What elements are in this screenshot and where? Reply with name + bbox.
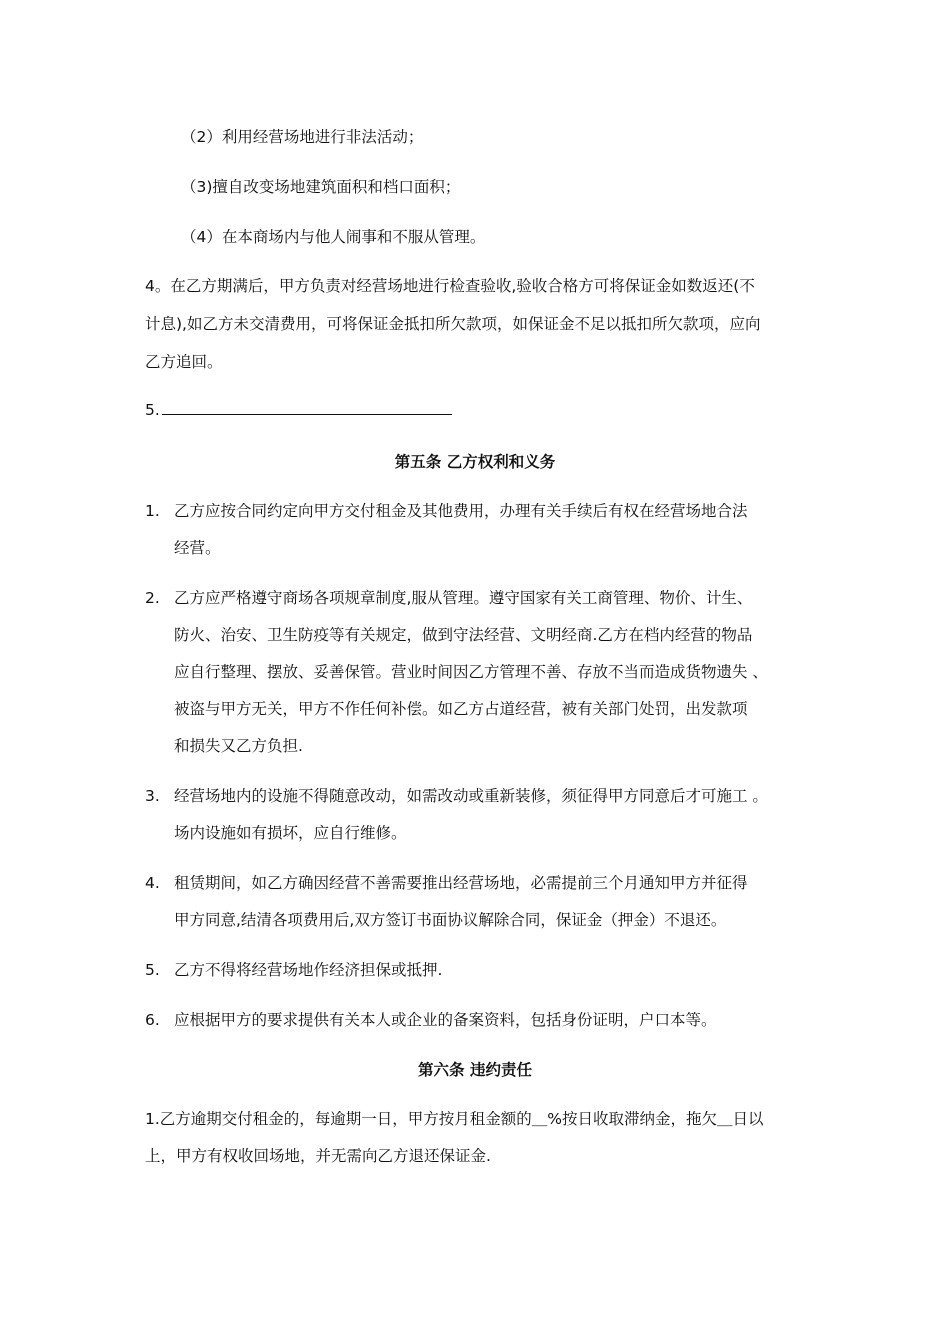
clause4-line-1: 4。在乙方期满后，甲方负责对经营场地进行检查验收,验收合格方可将保证金如数返还(不 xyxy=(145,277,755,295)
section5-item2-line-2: 防火、治安、卫生防疫等有关规定，做到守法经营、文明经商.乙方在档内经营的物品 xyxy=(174,626,753,644)
section5-item3-line-2: 场内设施如有损坏，应自行维修。 xyxy=(174,824,407,842)
section5-item6-number: 6. xyxy=(145,1011,160,1029)
section5-item2-line-5: 和损失又乙方负担. xyxy=(174,737,303,755)
sub-item-3: （3)擅自改变场地建筑面积和档口面积； xyxy=(181,178,461,196)
section5-item4-line-2: 甲方同意,结清各项费用后,双方签订书面协议解除合同，保证金（押金）不退还。 xyxy=(174,911,727,929)
clause5-label: 5. xyxy=(145,401,160,419)
section6-line-2: 上，甲方有权收回场地，并无需向乙方退还保证金. xyxy=(145,1147,491,1165)
clause5-blank-line xyxy=(162,414,452,415)
section5-item5-number: 5. xyxy=(145,961,160,979)
section5-item1-line-1: 乙方应按合同约定向甲方交付租金及其他费用，办理有关手续后有权在经营场地合法 xyxy=(174,502,748,520)
section5-item1-number: 1. xyxy=(145,502,160,520)
section5-item1-line-2: 经营。 xyxy=(174,539,221,557)
sub-item-2: （2）利用经营场地进行非法活动； xyxy=(181,128,424,146)
section5-item4-number: 4. xyxy=(145,874,160,892)
clause4-line-3: 乙方追回。 xyxy=(145,353,223,371)
sub-item-4: （4）在本商场内与他人闹事和不服从管理。 xyxy=(181,228,486,246)
section5-item2-number: 2. xyxy=(145,589,160,607)
section5-item4-line-1: 租赁期间，如乙方确因经营不善需要推出经营场地，必需提前三个月通知甲方并征得 xyxy=(174,874,748,892)
section5-item3-line-1: 经营场地内的设施不得随意改动，如需改动或重新装修，须征得甲方同意后才可施工 。 xyxy=(174,787,768,805)
section5-item2-line-4: 被盗与甲方无关，甲方不作任何补偿。如乙方占道经营，被有关部门处罚，出发款项 xyxy=(174,700,748,718)
section5-title: 第五条 乙方权利和义务 xyxy=(394,453,556,471)
section5-item2-line-3: 应自行整理、摆放、妥善保管。营业时间因乙方管理不善、存放不当而造成货物遗失 、 xyxy=(174,663,768,681)
section5-item5-line-1: 乙方不得将经营场地作经济担保或抵押. xyxy=(174,961,443,979)
section6-title: 第六条 违约责任 xyxy=(418,1061,532,1079)
section6-line-1: 1.乙方逾期交付租金的，每逾期一日，甲方按月租金额的＿%按日收取滞纳金，拖欠＿日以 xyxy=(145,1110,764,1128)
section5-item2-line-1: 乙方应严格遵守商场各项规章制度,服从管理。遵守国家有关工商管理、物价、计生、 xyxy=(174,589,753,607)
clause4-line-2: 计息),如乙方未交清费用，可将保证金抵扣所欠款项，如保证金不足以抵扣所欠款项，应向 xyxy=(145,315,761,333)
section5-item6-line-1: 应根据甲方的要求提供有关本人或企业的备案资料，包括身份证明，户口本等。 xyxy=(174,1011,717,1029)
section5-item3-number: 3. xyxy=(145,787,160,805)
